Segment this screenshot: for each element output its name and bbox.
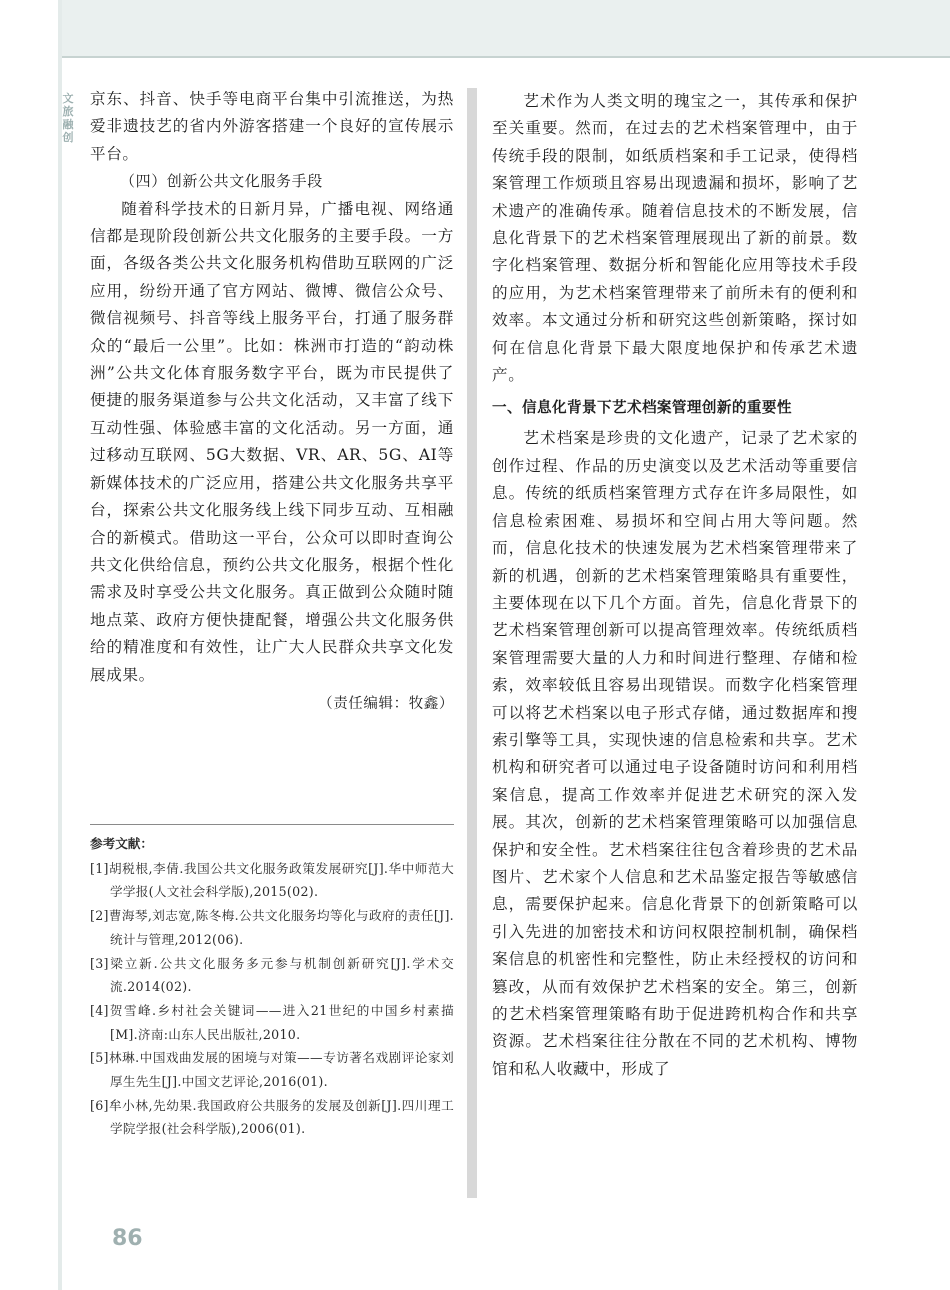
right-column (492, 88, 858, 1083)
reference-item: [5]林琳.中国戏曲发展的困境与对策——专访著名戏剧评论家刘厚生先生[J].中国文艺评论,2016(01). (90, 1050, 454, 1090)
column-separator-bar (467, 88, 477, 1198)
section-side-label: 文旅融创 (62, 92, 74, 144)
left-column (90, 86, 454, 718)
reference-item: [2]曹海琴,刘志宽,陈冬梅.公共文化服务均等化与政府的责任[J].统计与管理,2012(06). (90, 908, 454, 947)
intro-paragraph: 艺术作为人类文明的瑰宝之一，其传承和保护至关重要。然而，在过去的艺术档案管理中，由于传统手段的限制，如纸质档案和手工记录，使得档案管理工作烦琐且容易出现遗漏和损坏，影响了艺术遗产的准确传承。随着信息技术的不断发展，信息化背景下的艺术档案管理展现出了新的前景。数字化档案管理、数据分析和智能化应用等技术手段的应用，为艺术档案管理带来了前所未有的便利和效率。本文通过分析和研究这些创新策略，探讨如何在信息化背景下最大限度地保护和传承艺术遗产。 (492, 92, 858, 385)
reference-item: [1]胡税根,李倩.我国公共文化服务政策发展研究[J].华中师范大学学报(人文社会科学版),2015(02). (90, 860, 454, 900)
header-band (62, 0, 950, 56)
references-divider (90, 824, 454, 825)
section-heading: 一、信息化背景下艺术档案管理创新的重要性 (492, 399, 792, 417)
subsection-heading: （四）创新公共文化服务手段 (120, 172, 323, 191)
section-body-paragraph: 艺术档案是珍贵的文化遗产，记录了艺术家的创作过程、作品的历史演变以及艺术活动等重要信息。传统的纸质档案管理方式存在许多局限性，如信息检索困难、易损坏和空间占用大等问题。然而，信息化技术的快速发展为艺术档案管理带来了新的机遇，创新的艺术档案管理策略具有重要性，主要体现在以下几个方面。首先，信息化背景下的艺术档案管理创新可以提高管理效率。传统纸质档案管理需要大量的人力和时间进行整理、存储和检索，效率较低且容易出现错误。而数字化档案管理可以将艺术档案以电子形式存储，通过数据库和搜索引擎等工具，实现快速的信息检索和共享。艺术机构和研究者可以通过电子设备随时访问和利用档案信息，提高工作效率并促进艺术研究的深入发展。其次，创新的艺术档案管理策略可以加强信息保护和安全性。艺术档案往往包含着珍贵的艺术品图片、艺术家个人信息和艺术品鉴定报告等敏感信息，需要保护起来。信息化背景下的创新策略可以引入先进的加密技术和访问权限控制机制，确保档案信息的机密性和完整性，防止未经授权的访问和篡改，从而有效保护艺术档案的安全。第三，创新的艺术档案管理策略有助于促进跨机构合作和共享资源。艺术档案往往分散在不同的艺术机构、博物馆和私人收藏中，形成了 (492, 429, 858, 1078)
editor-note: （责任编辑：牧鑫） (318, 695, 454, 712)
references-section (90, 832, 454, 1141)
left-margin-rule (58, 0, 62, 1290)
reference-item: [3]梁立新.公共文化服务多元参与机制创新研究[J].学术交流.2014(02). (90, 955, 454, 995)
reference-item: [4]贺雪峰.乡村社会关键词——进入21世纪的中国乡村素描[M].济南:山东人民出版社,2010. (90, 1002, 454, 1042)
continued-paragraph: 京东、抖音、快手等电商平台集中引流推送，为热爱非遗技艺的省内外游客搭建一个良好的宣传展示平台。 (90, 90, 454, 163)
header-rule (62, 56, 950, 58)
references-title: 参考文献： (90, 836, 153, 851)
page-number: 86 (112, 1226, 143, 1251)
reference-item: [6]牟小林,先幼果.我国政府公共服务的发展及创新[J].四川理工学院学报(社会科学版),2006(01). (90, 1097, 454, 1137)
body-paragraph: 随着科学技术的日新月异，广播电视、网络通信都是现阶段创新公共文化服务的主要手段。一方面，各级各类公共文化服务机构借助互联网的广泛应用，纷纷开通了官方网站、微博、微信公众号、微信视频号、抖音等线上服务平台，打通了服务群众的“最后一公里”。比如：株洲市打造的“韵动株洲”公共文化体育服务数字平台，既为市民提供了便捷的服务渠道参与公共文化活动，又丰富了线下互动性强、体验感丰富的文化活动。另一方面，通过移动互联网、5G大数据、VR、AR、5G、AI等新媒体技术的广泛应用，搭建公共文化服务共享平台，探索公共文化服务线上线下同步互动、互相融合的新模式。借助这一平台，公众可以即时查询公共文化供给信息，预约公共文化服务，根据个性化需求及时享受公共文化服务。真正做到公众随时随地点菜、政府方便快捷配餐，增强公共文化服务供给的精准度和有效性，让广大人民群众共享文化发展成果。 (90, 199, 454, 684)
